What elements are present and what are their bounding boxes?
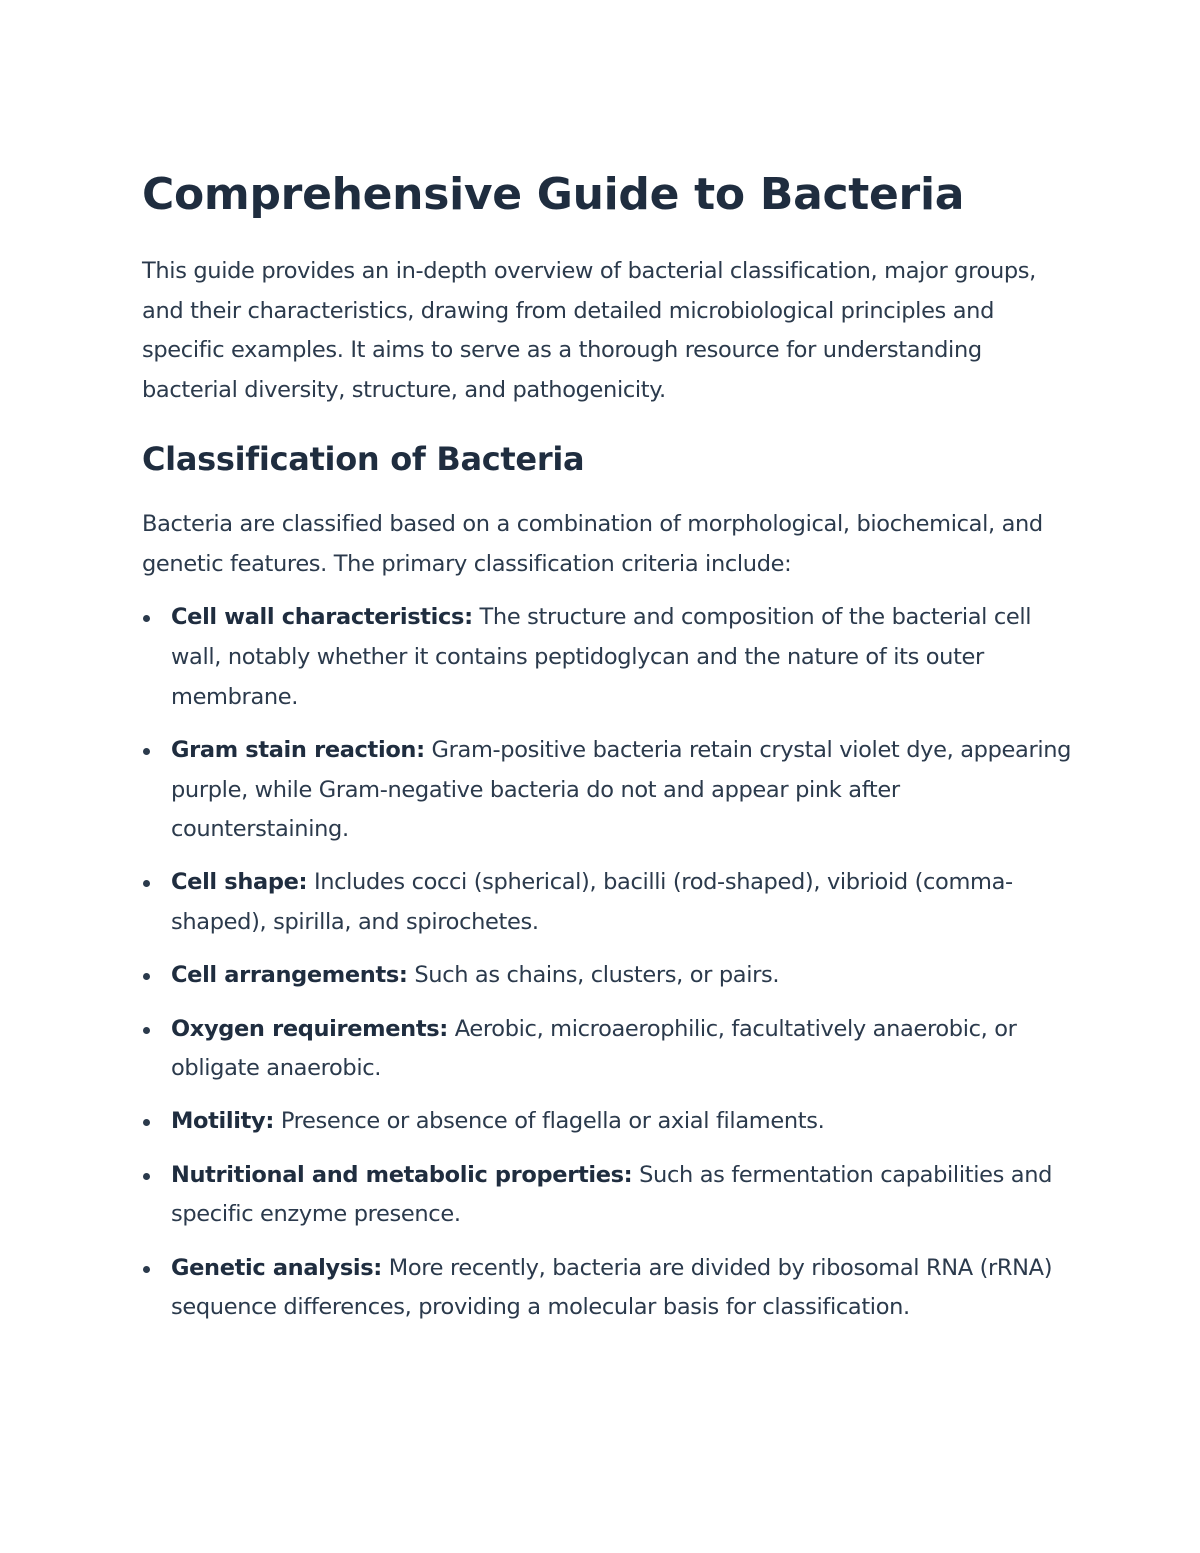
criterion-term: Gram stain reaction: <box>171 736 425 763</box>
bullet-icon <box>143 880 150 887</box>
bullet-icon <box>143 615 150 622</box>
list-item <box>142 956 1072 996</box>
bullet-icon <box>143 1173 150 1180</box>
criterion-term: Cell wall characteristics: <box>171 604 473 631</box>
intro-paragraph: This guide provides an in-depth overview of bacterial classification, major groups, and their characteristics, drawing from detailed microbiological principles and specific examples. It aims to serve as a thorough resource for understanding bacterial diversity, structure, and pathogenicity. <box>142 258 1036 404</box>
list-item <box>142 731 1072 850</box>
criterion-text: Presence or absence of flagella or axial filaments. <box>274 1108 825 1135</box>
bullet-icon <box>143 1119 150 1126</box>
list-item <box>142 598 1072 717</box>
document-page <box>142 168 1072 1341</box>
classification-criteria-list <box>142 598 1072 1328</box>
criterion-term: Oxygen requirements: <box>171 1015 448 1042</box>
criterion-text: More recently, bacteria are divided by ribosomal RNA (rRNA) sequence differences, providing a molecular basis for classification. <box>171 1254 1053 1321</box>
criterion-text: Such as chains, clusters, or pairs. <box>407 962 780 989</box>
criterion-term: Genetic analysis: <box>171 1254 382 1281</box>
bullet-icon <box>143 973 150 980</box>
criterion-text: The structure and composition of the bacterial cell wall, notably whether it contains peptidoglycan and the nature of its outer membrane. <box>171 604 1032 710</box>
criterion-text: Includes cocci (spherical), bacilli (rod-shaped), vibrioid (comma-shaped), spirilla, and spirochetes. <box>171 869 1013 936</box>
bullet-icon <box>143 748 150 755</box>
page-title: Comprehensive Guide to Bacteria <box>142 169 965 220</box>
criterion-term: Cell arrangements: <box>171 962 408 989</box>
bullet-icon <box>143 1266 150 1273</box>
list-item <box>142 1156 1072 1235</box>
criterion-text: Gram-positive bacteria retain crystal violet dye, appearing purple, while Gram-negative bacteria do not and appear pink after counterstaining. <box>171 736 1072 843</box>
list-item <box>142 1102 1072 1142</box>
criterion-term: Nutritional and metabolic properties: <box>171 1161 633 1188</box>
bullet-icon <box>143 1027 150 1034</box>
list-item <box>142 1249 1072 1328</box>
criterion-term: Motility: <box>171 1108 275 1135</box>
classification-intro: Bacteria are classified based on a combination of morphological, biochemical, and genetic features. The primary classification criteria include: <box>142 510 1043 577</box>
criterion-term: Cell shape: <box>171 869 308 896</box>
list-item <box>142 1010 1072 1089</box>
criterion-text: Such as fermentation capabilities and specific enzyme presence. <box>171 1161 1053 1228</box>
list-item <box>142 863 1072 942</box>
criterion-text: Aerobic, microaerophilic, facultatively anaerobic, or obligate anaerobic. <box>171 1015 1017 1082</box>
section-heading-classification: Classification of Bacteria <box>142 439 585 478</box>
